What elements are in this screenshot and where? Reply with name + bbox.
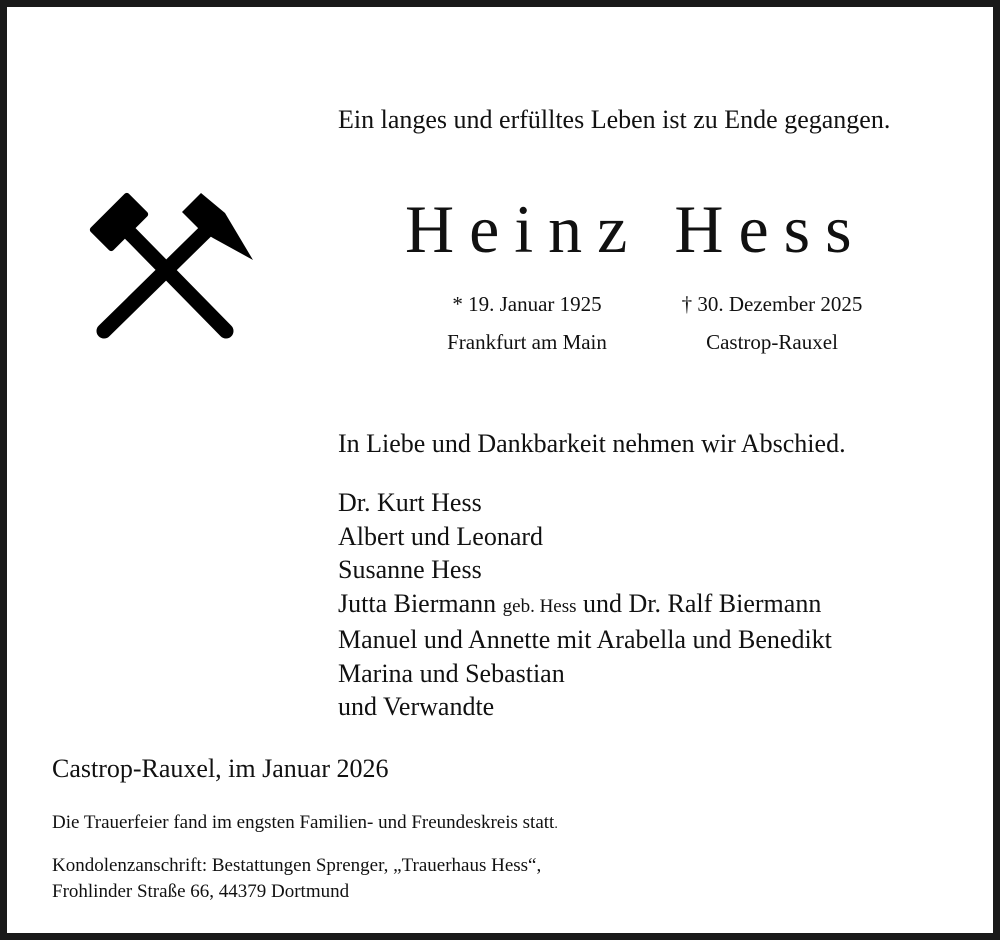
ceremony-text: Die Trauerfeier fand im engsten Familien- und Freundeskreis statt (52, 812, 555, 833)
mourner-name: Jutta Biermann (338, 588, 503, 618)
condolence-line: Frohlinder Straße 66, 44379 Dortmund (52, 881, 350, 902)
farewell-text: In Liebe und Dankbarkeit nehmen wir Abschied. (338, 429, 846, 458)
ceremony-end: . (554, 817, 558, 832)
mourner-line: Susanne Hess (338, 555, 482, 584)
mourner-line: Albert und Leonard (338, 521, 544, 551)
mourner-line: Manuel und Annette mit Arabella und Benedikt (338, 625, 832, 654)
deceased-name: Heinz Hess (405, 191, 867, 267)
place-and-date: Castrop-Rauxel, im Januar 2026 (52, 754, 389, 783)
mourners-list (338, 486, 832, 724)
intro-text: Ein langes und erfülltes Leben ist zu Ende gegangen. (338, 105, 891, 134)
mourner-line: und Verwandte (338, 692, 495, 721)
condolence-address (52, 853, 541, 905)
death-date: † 30. Dezember 2025 (681, 292, 863, 316)
mourner-line: Dr. Kurt Hess (338, 488, 482, 517)
birth-date: * 19. Januar 1925 (452, 292, 602, 316)
hammer-and-pick-icon (82, 190, 254, 342)
birth-place: Frankfurt am Main (447, 330, 607, 354)
mourner-line (338, 587, 832, 624)
mourner-line: Marina und Sebastian (338, 658, 565, 688)
condolence-line: Kondolenzanschrift: Bestattungen Sprenger, „Trauerhaus Hess“, (52, 855, 542, 876)
ceremony-note (52, 811, 558, 837)
death-place: Castrop-Rauxel (706, 330, 838, 354)
maiden-name-note: geb. Hess (502, 595, 577, 617)
mourner-partner: und Dr. Ralf Biermann (576, 588, 822, 618)
